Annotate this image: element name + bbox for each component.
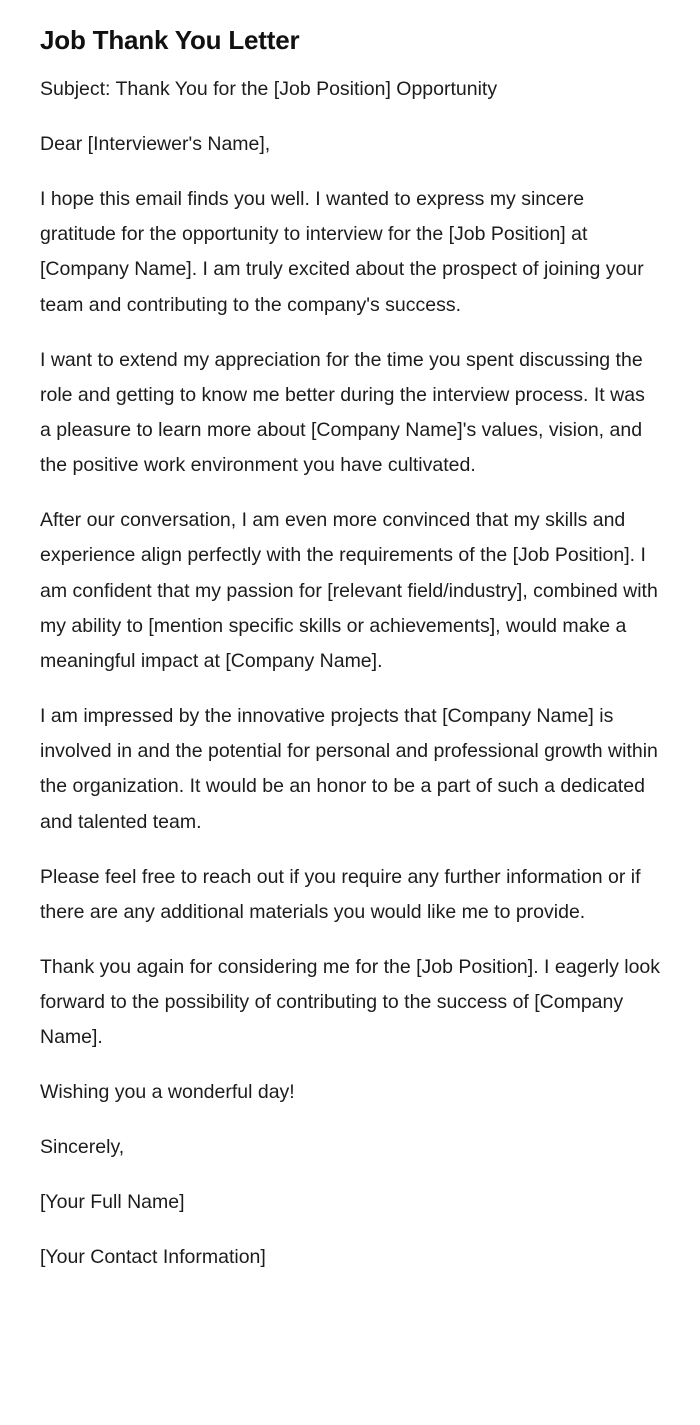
salutation: Dear [Interviewer's Name], bbox=[40, 133, 271, 155]
document-title: Job Thank You Letter bbox=[40, 25, 300, 55]
body-paragraph-appreciation: I want to extend my appreciation for the time you spent discussing the role and getting to know me better during the interview process. It was a pleasure to learn more about [Company Name]'s values, vision, and the positive work environment you have cultivated. bbox=[40, 348, 645, 477]
body-paragraph-qualifications: After our conversation, I am even more convinced that my skills and experience align perfectly with the requirements of the [Job Position]. I am confident that my passion for [relevant field/industry], combined with my ability to [mention specific skills or achievements], would make a meaningful impact at [Company Name]. bbox=[40, 509, 658, 673]
signature-name: [Your Full Name] bbox=[40, 1191, 185, 1214]
subject-line: Subject: Thank You for the [Job Position] Opportunity bbox=[40, 78, 498, 100]
body-paragraph-thanks: Thank you again for considering me for the [Job Position]. I eagerly look forward to the possibility of contributing to the success of [Company Name]. bbox=[40, 955, 661, 1049]
sign-off: Sincerely, bbox=[40, 1136, 125, 1159]
signature-contact: [Your Contact Information] bbox=[40, 1246, 266, 1269]
closing-wish: Wishing you a wonderful day! bbox=[40, 1081, 295, 1104]
body-paragraph-intro: I hope this email finds you well. I wanted to express my sincere gratitude for the opportunity to interview for the [Job Position] at [Company Name]. I am truly excited about the prospect of joining your team and contributing to the company's success. bbox=[40, 188, 644, 316]
body-paragraph-company: I am impressed by the innovative projects that [Company Name] is involved in and the potential for personal and professional growth within the organization. It would be an honor to be a part of such a dedicated and talented team. bbox=[40, 705, 658, 833]
body-paragraph-contact: Please feel free to reach out if you require any further information or if there are any additional materials you would like me to provide. bbox=[40, 865, 641, 923]
